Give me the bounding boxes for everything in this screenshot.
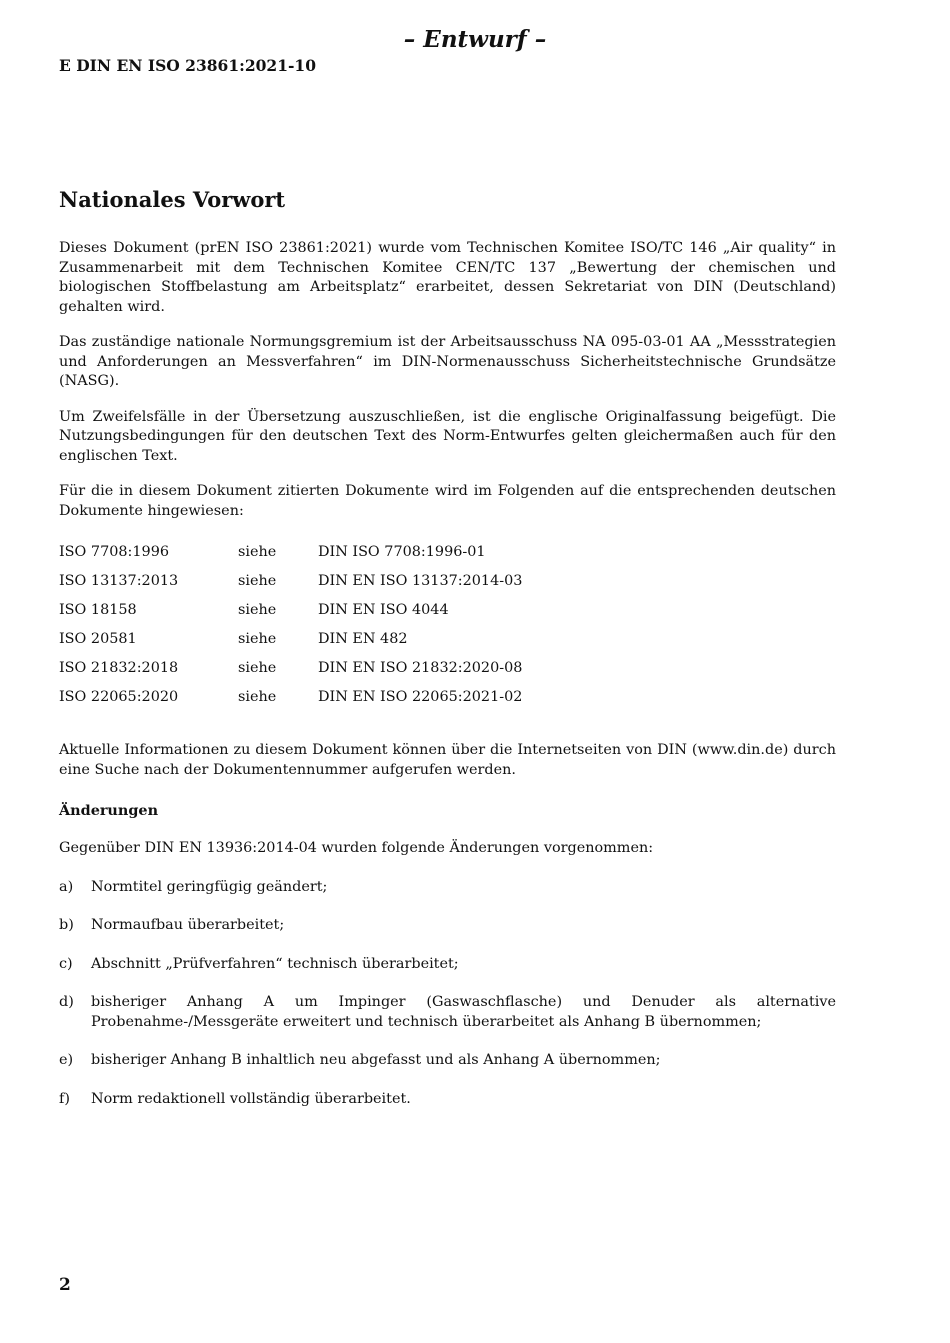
- din-reference: DIN EN ISO 21832:2020-08: [318, 659, 523, 676]
- iso-reference: ISO 21832:2018: [59, 659, 179, 676]
- paragraph: Dieses Dokument (prEN ISO 23861:2021) wurde vom Technischen Komitee ISO/TC 146 „Air quality“ in Zusammenarbeit mit dem Technischen Komitee CEN/TC 137 „Bewertung der chemischen und biologischen Stoffbelastung am Arbeitsplatz“ erarbeitet, dessen Sekretariat von DIN (Deutschland) gehalten wird.: [59, 240, 836, 315]
- reference-table: [59, 537, 836, 711]
- iso-reference: ISO 7708:1996: [59, 543, 170, 560]
- paragraph: Für die in diesem Dokument zitierten Dokumente wird im Folgenden auf die entsprechenden deutschen Dokumente hingewiesen:: [59, 483, 836, 519]
- din-reference: DIN ISO 7708:1996-01: [318, 543, 486, 560]
- iso-reference: ISO 20581: [59, 630, 137, 647]
- list-item-label: e): [59, 1052, 74, 1069]
- info-paragraph: Aktuelle Informationen zu diesem Dokument können über die Internetseiten von DIN (www.din.de) durch eine Suche nach der Dokumentennummer aufgerufen werden.: [59, 742, 836, 778]
- list-item-label: f): [59, 1090, 70, 1107]
- list-item-label: a): [59, 878, 74, 895]
- din-reference: DIN EN ISO 13137:2014-03: [318, 572, 523, 589]
- table-row: [59, 595, 836, 624]
- list-item: [59, 916, 836, 936]
- see-label: siehe: [238, 543, 277, 560]
- draft-watermark: – Entwurf –: [403, 26, 547, 53]
- iso-reference: ISO 22065:2020: [59, 688, 179, 705]
- see-label: siehe: [238, 630, 277, 647]
- see-label: siehe: [238, 601, 277, 618]
- list-item-text: Normtitel geringfügig geändert;: [91, 878, 328, 895]
- see-label: siehe: [238, 572, 277, 589]
- changes-list: [59, 878, 836, 1110]
- list-item-label: d): [59, 994, 74, 1011]
- iso-reference: ISO 13137:2013: [59, 572, 179, 589]
- page-title: Nationales Vorwort: [59, 187, 286, 212]
- din-reference: DIN EN ISO 22065:2021-02: [318, 688, 523, 705]
- list-item-label: b): [59, 917, 74, 934]
- changes-heading: Änderungen: [59, 802, 159, 820]
- list-item-text: Normaufbau überarbeitet;: [91, 917, 285, 934]
- page-number: 2: [59, 1275, 71, 1295]
- list-item: [59, 878, 836, 898]
- main-content: [59, 186, 836, 1128]
- list-item-text: Abschnitt „Prüfverfahren“ technisch überarbeitet;: [91, 955, 459, 972]
- document-number: E DIN EN ISO 23861:2021-10: [59, 56, 316, 75]
- list-item-label: c): [59, 955, 73, 972]
- paragraph: Das zuständige nationale Normungsgremium ist der Arbeitsausschuss NA 095-03-01 AA „Messstrategien und Anforderungen an Messverfahren“ im DIN-Normenausschuss Sicherheitstechnische Grundsätze (NASG).: [59, 334, 836, 390]
- see-label: siehe: [238, 659, 277, 676]
- see-label: siehe: [238, 688, 277, 705]
- list-item-text: Norm redaktionell vollständig überarbeitet.: [91, 1090, 411, 1107]
- table-row: [59, 566, 836, 595]
- list-item: [59, 993, 836, 1032]
- table-row: [59, 624, 836, 653]
- din-reference: DIN EN 482: [318, 630, 408, 647]
- list-item: [59, 955, 836, 975]
- din-reference: DIN EN ISO 4044: [318, 601, 449, 618]
- changes-intro: Gegenüber DIN EN 13936:2014-04 wurden folgende Änderungen vorgenommen:: [59, 840, 654, 857]
- table-row: [59, 682, 836, 711]
- paragraph: Um Zweifelsfälle in der Übersetzung auszuschließen, ist die englische Originalfassung beigefügt. Die Nutzungsbedingungen für den deutschen Text des Norm-Entwurfes gelten gleichermaßen auch für den englischen Text.: [59, 408, 836, 464]
- list-item-text: bisheriger Anhang A um Impinger (Gaswaschflasche) und Denuder als alternative Probenahme-/Messgeräte erweitert und technisch überarbeitet als Anhang B übernommen;: [91, 994, 836, 1030]
- table-row: [59, 653, 836, 682]
- list-item: [59, 1090, 836, 1110]
- list-item: [59, 1051, 836, 1071]
- iso-reference: ISO 18158: [59, 601, 137, 618]
- list-item-text: bisheriger Anhang B inhaltlich neu abgefasst und als Anhang A übernommen;: [91, 1052, 661, 1069]
- table-row: [59, 537, 836, 566]
